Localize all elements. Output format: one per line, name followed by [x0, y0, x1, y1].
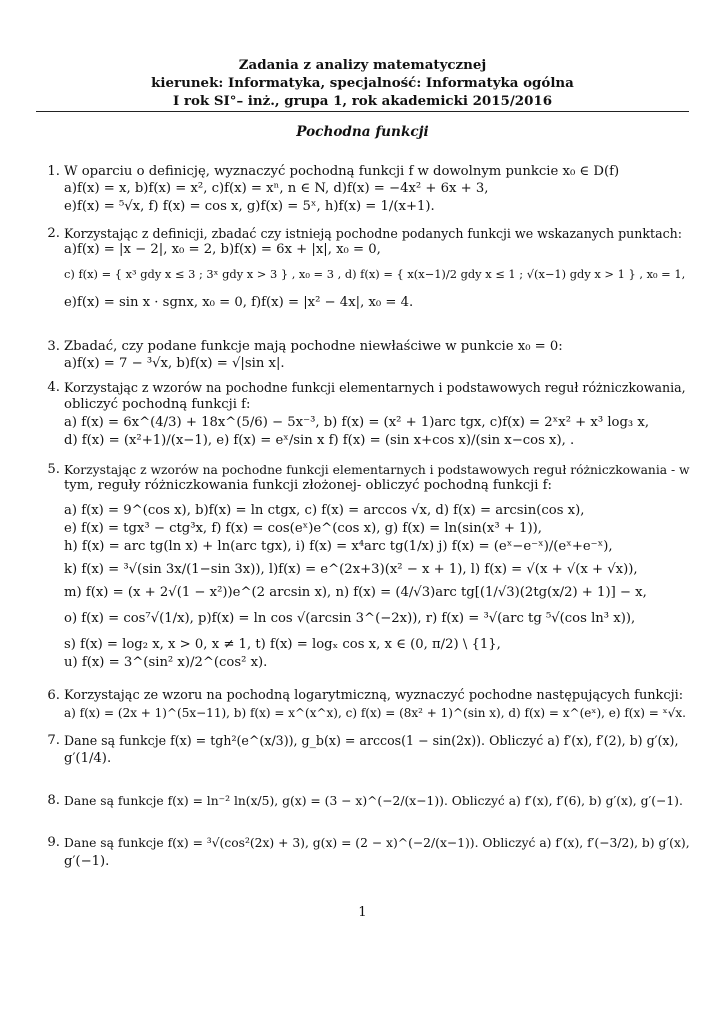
header-line-1: Zadania z analizy matematycznej	[238, 57, 487, 73]
problem-line: e) f(x) = tgx³ − ctg³x, f) f(x) = cos(eˣ)e^(cos x), g) f(x) = ln(sin(x³ + 1)),	[64, 521, 542, 536]
problem-line: d) f(x) = (x²+1)/(x−1), e) f(x) = eˣ/sin x f) f(x) = (sin x+cos x)/(sin x−cos x), .	[64, 433, 575, 448]
problem-line: a)f(x) = |x − 2|, x₀ = 2, b)f(x) = 6x + |x|, x₀ = 0,	[64, 242, 381, 257]
problem-line: o) f(x) = cos⁷√(1/x), p)f(x) = ln cos √(arcsin 3^(−2x)), r) f(x) = ³√(arc tg ⁵√(cos ln³ x)),	[64, 611, 636, 626]
problem-number: 5.	[47, 462, 60, 477]
problem-line: c) f(x) = { x³ gdy x ≤ 3 ; 3ˣ gdy x > 3 } , x₀ = 3 , d) f(x) = { x(x−1)/2 gdy x ≤ 1 ; √(x−1) gdy x > 1 } , x₀ = 1,	[64, 267, 686, 281]
section-title: Pochodna funkcji	[296, 124, 429, 140]
problem-line: u) f(x) = 3^(sin² x)/2^(cos² x).	[64, 655, 268, 670]
problem-line: h) f(x) = arc tg(ln x) + ln(arc tgx), i) f(x) = x⁴arc tg(1/x) j) f(x) = (eˣ−e⁻ˣ)/(eˣ+e⁻ˣ),	[64, 539, 613, 554]
problem-line: a)f(x) = 7 − ³√x, b)f(x) = √|sin x|.	[64, 356, 285, 371]
problem-line: tym, reguły różniczkowania funkcji złożonej- obliczyć pochodną funkcji f:	[64, 478, 552, 493]
problem-line: Zbadać, czy podane funkcje mają pochodne niewłaściwe w punkcie x₀ = 0:	[64, 339, 563, 354]
problem-line: Korzystając ze wzoru na pochodną logarytmiczną, wyznaczyć pochodne następujących funkcji:	[64, 688, 684, 703]
problem-line: obliczyć pochodną funkcji f:	[64, 397, 251, 412]
problem-line: Korzystając z wzorów na pochodne funkcji elementarnych i podstawowych reguł różniczkowania,	[64, 380, 686, 395]
problem-number: 4.	[47, 380, 60, 395]
problem-number: 7.	[47, 733, 60, 748]
problem-number: 3.	[47, 339, 60, 354]
problem-line: Korzystając z wzorów na pochodne funkcji elementarnych i podstawowych reguł różniczkowania - w	[64, 463, 690, 477]
problem-line: g′(1/4).	[64, 751, 112, 766]
problem-line: g′(−1).	[64, 854, 110, 869]
problem-line: a) f(x) = (2x + 1)^(5x−11), b) f(x) = x^(x^x), c) f(x) = (8x² + 1)^(sin x), d) f(x) = x^(eˣ), e) f(x) = ˣ√x.	[64, 706, 686, 720]
problem-line: e)f(x) = sin x · sgnx, x₀ = 0, f)f(x) = |x² − 4x|, x₀ = 4.	[64, 295, 414, 310]
problem-line: Dane są funkcje f(x) = tgh²(e^(x/3)), g_b(x) = arccos(1 − sin(2x)). Obliczyć a) f′(x), f′(2), b) g′(x),	[64, 733, 679, 748]
problem-number: 2.	[47, 226, 60, 241]
problem-number: 1.	[47, 164, 60, 179]
header-line-3: I rok SI°– inż., grupa 1, rok akademicki 2015/2016	[172, 93, 553, 109]
problem-line: m) f(x) = (x + 2√(1 − x²))e^(2 arcsin x), n) f(x) = (4/√3)arc tg[(1/√3)(2tg(x/2) + 1)] − x,	[64, 585, 647, 600]
problem-line: a) f(x) = 6x^(4/3) + 18x^(5/6) − 5x⁻³, b) f(x) = (x² + 1)arc tgx, c)f(x) = 2ˣx² + x³ log₃ x,	[64, 415, 650, 430]
page-number: 1	[358, 905, 367, 920]
header-line-2: kierunek: Informatyka, specjalność: Informatyka ogólna	[151, 75, 574, 91]
problem-line: e)f(x) = ⁵√x, f) f(x) = cos x, g)f(x) = 5ˣ, h)f(x) = 1/(x+1).	[64, 199, 435, 214]
document-header	[0, 56, 725, 110]
problem-line: a) f(x) = 9^(cos x), b)f(x) = ln ctgx, c) f(x) = arccos √x, d) f(x) = arcsin(cos x),	[64, 503, 585, 518]
problem-line: Dane są funkcje f(x) = ln⁻² ln(x/5), g(x) = (3 − x)^(−2/(x−1)). Obliczyć a) f′(x), f′(6), b) g′(x), g′(−1).	[64, 794, 683, 808]
problem-number: 8.	[47, 793, 60, 808]
problem-line: s) f(x) = log₂ x, x > 0, x ≠ 1, t) f(x) = logₓ cos x, x ∈ (0, π/2) \ {1},	[64, 637, 501, 652]
problem-line: Dane są funkcje f(x) = ³√(cos²(2x) + 3), g(x) = (2 − x)^(−2/(x−1)). Obliczyć a) f′(x), f′(−3/2), b) g′(x),	[64, 836, 690, 850]
header-divider	[36, 111, 689, 112]
problem-line: Korzystając z definicji, zbadać czy istnieją pochodne podanych funkcji we wskazanych punktach:	[64, 226, 682, 241]
problem-number: 6.	[47, 688, 60, 703]
problem-line: a)f(x) = x, b)f(x) = x², c)f(x) = xⁿ, n ∈ N, d)f(x) = −4x² + 6x + 3,	[64, 181, 489, 196]
problem-number: 9.	[47, 835, 60, 850]
problem-line: W oparciu o definicję, wyznaczyć pochodną funkcji f w dowolnym punkcie x₀ ∈ D(f)	[64, 164, 620, 179]
problem-line: k) f(x) = ³√(sin 3x/(1−sin 3x)), l)f(x) = e^(2x+3)(x² − x + 1), l) f(x) = √(x + √(x + √x)),	[64, 562, 638, 577]
